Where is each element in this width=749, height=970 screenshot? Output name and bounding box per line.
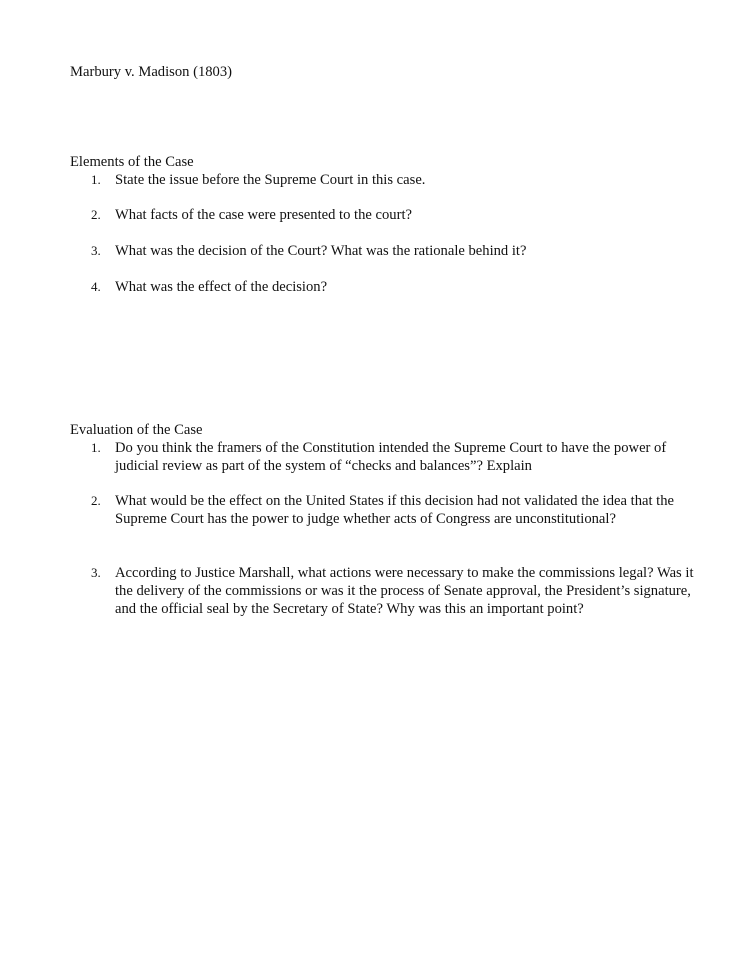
question-item <box>70 564 710 618</box>
question-number: 1. <box>91 440 101 455</box>
question-text: What was the decision of the Court? What was the rationale behind it? <box>115 243 527 259</box>
question-number: 3. <box>91 565 101 580</box>
question-item <box>70 242 710 260</box>
question-item <box>70 171 710 189</box>
section-heading-elements: Elements of the Case <box>70 154 194 170</box>
question-number: 1. <box>91 172 101 187</box>
question-item <box>70 439 710 475</box>
question-text: What facts of the case were presented to the court? <box>115 207 412 223</box>
question-item <box>70 492 710 528</box>
question-number: 4. <box>91 279 101 294</box>
question-text: According to Justice Marshall, what actions were necessary to make the commissions legal? Was it the delivery of the commissions or was it the process of Senate approval, the President’s signature, and the official seal by the Secretary of State? Why was this an important point? <box>115 565 694 617</box>
question-number: 3. <box>91 243 101 258</box>
question-item <box>70 206 710 224</box>
question-item <box>70 278 710 296</box>
question-number: 2. <box>91 493 101 508</box>
document-title: Marbury v. Madison (1803) <box>70 64 232 80</box>
question-text: What would be the effect on the United States if this decision had not validated the idea that the Supreme Court has the power to judge whether acts of Congress are unconstitutional? <box>115 493 674 527</box>
section-heading-evaluation: Evaluation of the Case <box>70 422 203 438</box>
question-text: Do you think the framers of the Constitution intended the Supreme Court to have the power of judicial review as part of the system of “checks and balances”? Explain <box>115 440 667 474</box>
question-number: 2. <box>91 207 101 222</box>
question-text: What was the effect of the decision? <box>115 279 328 295</box>
question-text: State the issue before the Supreme Court in this case. <box>115 172 426 188</box>
